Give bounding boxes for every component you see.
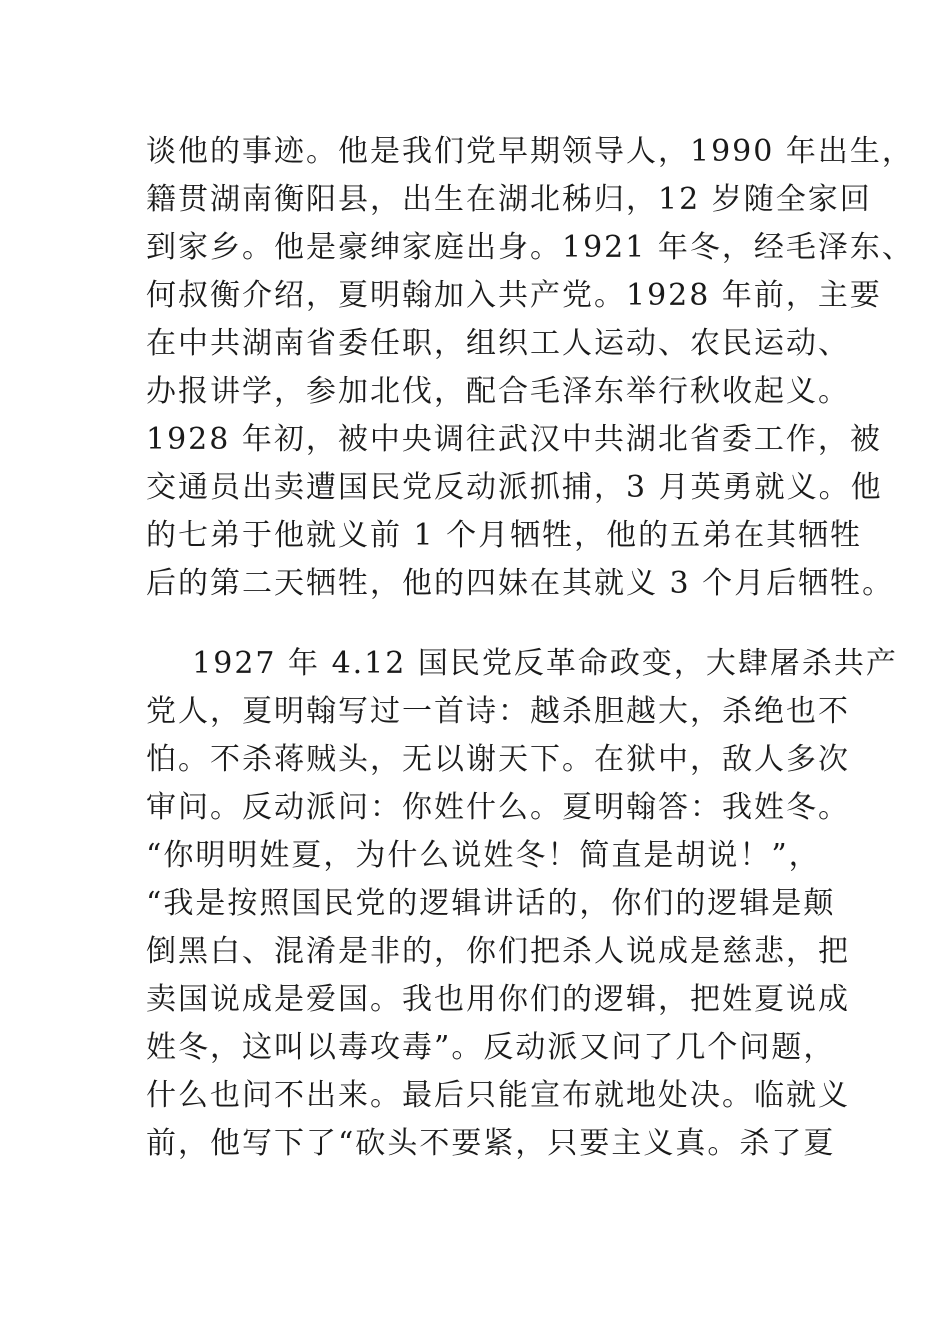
text-line: 在中共湖南省委任职，组织工人运动、农民运动、 [146, 326, 850, 361]
text-line: 1927 年 4.12 国民党反革命政变，大肆屠杀共产 [146, 646, 898, 681]
paragraph-1 [146, 128, 914, 608]
text-line: 到家乡。他是豪绅家庭出身。1921 年冬，经毛泽东、 [146, 230, 914, 265]
text-line: 倒黑白、混淆是非的，你们把杀人说成是慈悲，把 [146, 934, 850, 969]
text-line: 前，他写下了“砍头不要紧，只要主义真。杀了夏 [146, 1126, 836, 1161]
paragraph-2 [146, 640, 898, 1168]
text-line: 的七弟于他就义前 1 个月牺牲，他的五弟在其牺牲 [146, 518, 863, 553]
text-line: “我是按照国民党的逻辑讲话的，你们的逻辑是颠 [146, 886, 836, 921]
text-line: 审问。反动派问：你姓什么。夏明翰答：我姓冬。 [146, 790, 850, 825]
text-line: 姓冬，这叫以毒攻毒”。反动派又问了几个问题， [146, 1030, 836, 1065]
text-line: “你明明姓夏，为什么说姓冬！简直是胡说！”， [146, 838, 821, 873]
text-line: 怕。不杀蒋贼头，无以谢天下。在狱中，敌人多次 [146, 742, 850, 777]
text-line: 党人，夏明翰写过一首诗：越杀胆越大，杀绝也不 [146, 694, 850, 729]
text-line: 何叔衡介绍，夏明翰加入共产党。1928 年前，主要 [146, 278, 882, 313]
text-line: 交通员出卖遭国民党反动派抓捕，3 月英勇就义。他 [146, 470, 883, 505]
text-line: 什么也问不出来。最后只能宣布就地处决。临就义 [146, 1078, 850, 1113]
text-line: 卖国说成是爱国。我也用你们的逻辑，把姓夏说成 [146, 982, 850, 1017]
text-line: 1928 年初，被中央调往武汉中共湖北省委工作，被 [146, 422, 882, 457]
text-line: 谈他的事迹。他是我们党早期领导人，1990 年出生， [146, 134, 914, 169]
text-line: 办报讲学，参加北伐，配合毛泽东举行秋收起义。 [146, 374, 850, 409]
text-line: 籍贯湖南衡阳县，出生在湖北秭归，12 岁随全家回 [146, 182, 872, 217]
text-line: 后的第二天牺牲，他的四妹在其就义 3 个月后牺牲。 [146, 566, 895, 601]
